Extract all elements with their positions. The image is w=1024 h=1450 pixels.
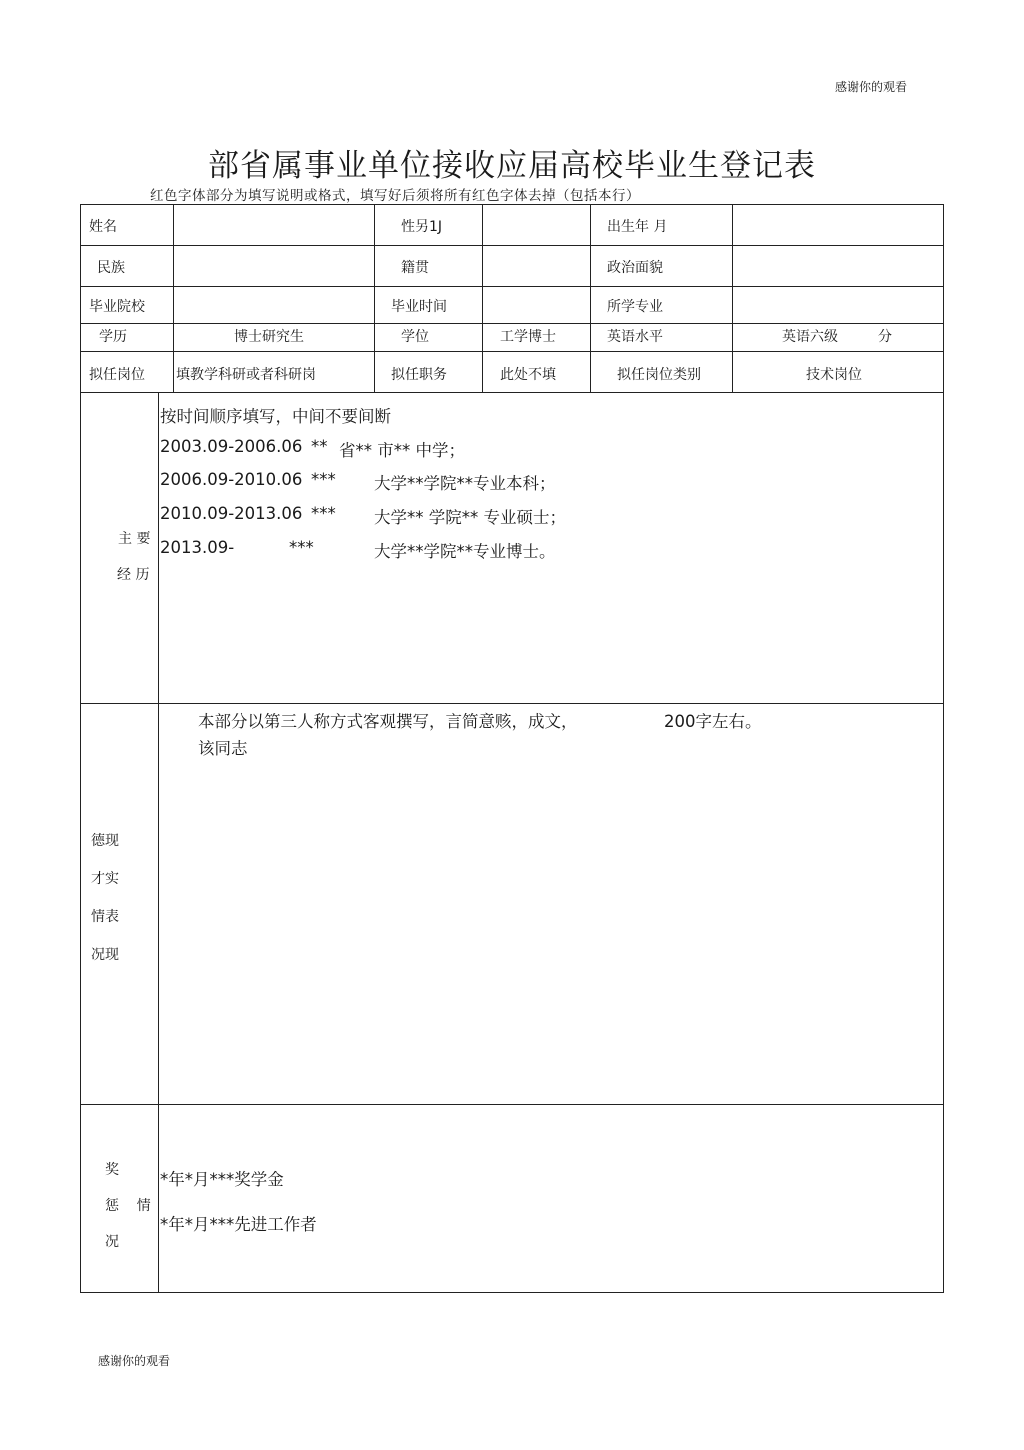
education-label: 学历 [99,329,127,345]
column-divider [590,204,591,392]
school-label: 毕业院校 [89,299,145,315]
ethnicity-label: 民族 [97,260,125,276]
position-value: 填教学科研或者科研岗 [176,367,316,383]
position-category-value: 技术岗位 [806,367,862,383]
duty-value: 此处不填 [500,367,556,383]
award-item: *年*月***奖学金 [160,1170,284,1189]
footer-note: 感谢你的观看 [98,1354,171,1368]
degree-label: 学位 [401,329,429,345]
name-label: 姓名 [89,219,117,235]
birth-label: 出生年 月 [607,219,668,235]
performance-intro: 本部分以第三人称方式客观撰写，言简意赅，成文， [198,712,578,731]
entry-period: 2010.09-2013.06 [160,504,303,523]
awards-label-line1: 奖 [105,1162,119,1178]
column-divider [158,392,159,1293]
row-divider [80,703,944,704]
entry-name: *** [311,504,336,523]
row-divider [80,286,944,287]
entry-name: *** [311,470,336,489]
position-category-label: 拟任岗位类别 [617,367,701,383]
table-border-left [80,204,81,1293]
row-divider [80,323,944,324]
experience-intro: 按时间顺序填写，中间不要间断 [160,407,391,426]
table-border-top [80,204,944,205]
entry-period: 2003.09-2006.06 [160,437,303,456]
graduation-time-label: 毕业时间 [391,299,447,315]
experience-label-line1: 主 要 [118,531,151,547]
entry-period: 2013.09- [160,538,235,557]
performance-label-line2: 才实 [91,871,119,887]
position-label: 拟任岗位 [89,367,145,383]
performance-label-line1: 德现 [91,833,119,849]
entry-name: *** [289,538,314,557]
row-divider [80,1104,944,1105]
major-label: 所学专业 [607,299,663,315]
entry-detail: 大学**学院**专业博士。 [374,542,556,561]
column-divider [732,204,733,392]
gender-label: 性另1J [401,219,443,235]
award-item: *年*月***先进工作者 [160,1215,317,1234]
english-score-unit: 分 [878,329,892,345]
table-border-bottom [80,1292,944,1293]
column-divider [482,204,483,392]
instruction-note: 红色字体部分为填写说明或格式，填写好后须将所有红色字体去掉（包括本行） [150,188,640,204]
table-border-right [943,204,944,1293]
degree-value: 工学博士 [500,329,556,345]
performance-line2: 该同志 [198,739,248,758]
entry-detail: 大学** 学院** 专业硕士； [374,508,566,527]
english-value: 英语六级 [782,329,838,345]
entry-detail: 省** 市** 中学； [339,441,465,460]
column-divider [374,204,375,392]
awards-label-line2: 惩 情 [105,1198,151,1214]
experience-label-line2: 经 历 [117,567,150,583]
entry-name: ** [311,437,328,456]
performance-label-line4: 况现 [91,947,119,963]
political-status-label: 政治面貌 [607,260,663,276]
performance-label-line3: 情表 [91,909,119,925]
row-divider [80,392,944,393]
header-note: 感谢你的观看 [835,80,908,94]
entry-period: 2006.09-2010.06 [160,470,303,489]
entry-detail: 大学**学院**专业本科； [374,474,556,493]
performance-word-count: 200字左右。 [664,712,762,731]
education-value: 博士研究生 [234,329,304,345]
row-divider [80,245,944,246]
english-label: 英语水平 [607,329,663,345]
row-divider [80,351,944,352]
native-place-label: 籍贯 [401,260,429,276]
duty-label: 拟任职务 [391,367,447,383]
column-divider [173,204,174,392]
form-title: 部省属事业单位接收应届高校毕业生登记表 [208,148,816,184]
awards-label-line3: 况 [105,1234,119,1250]
